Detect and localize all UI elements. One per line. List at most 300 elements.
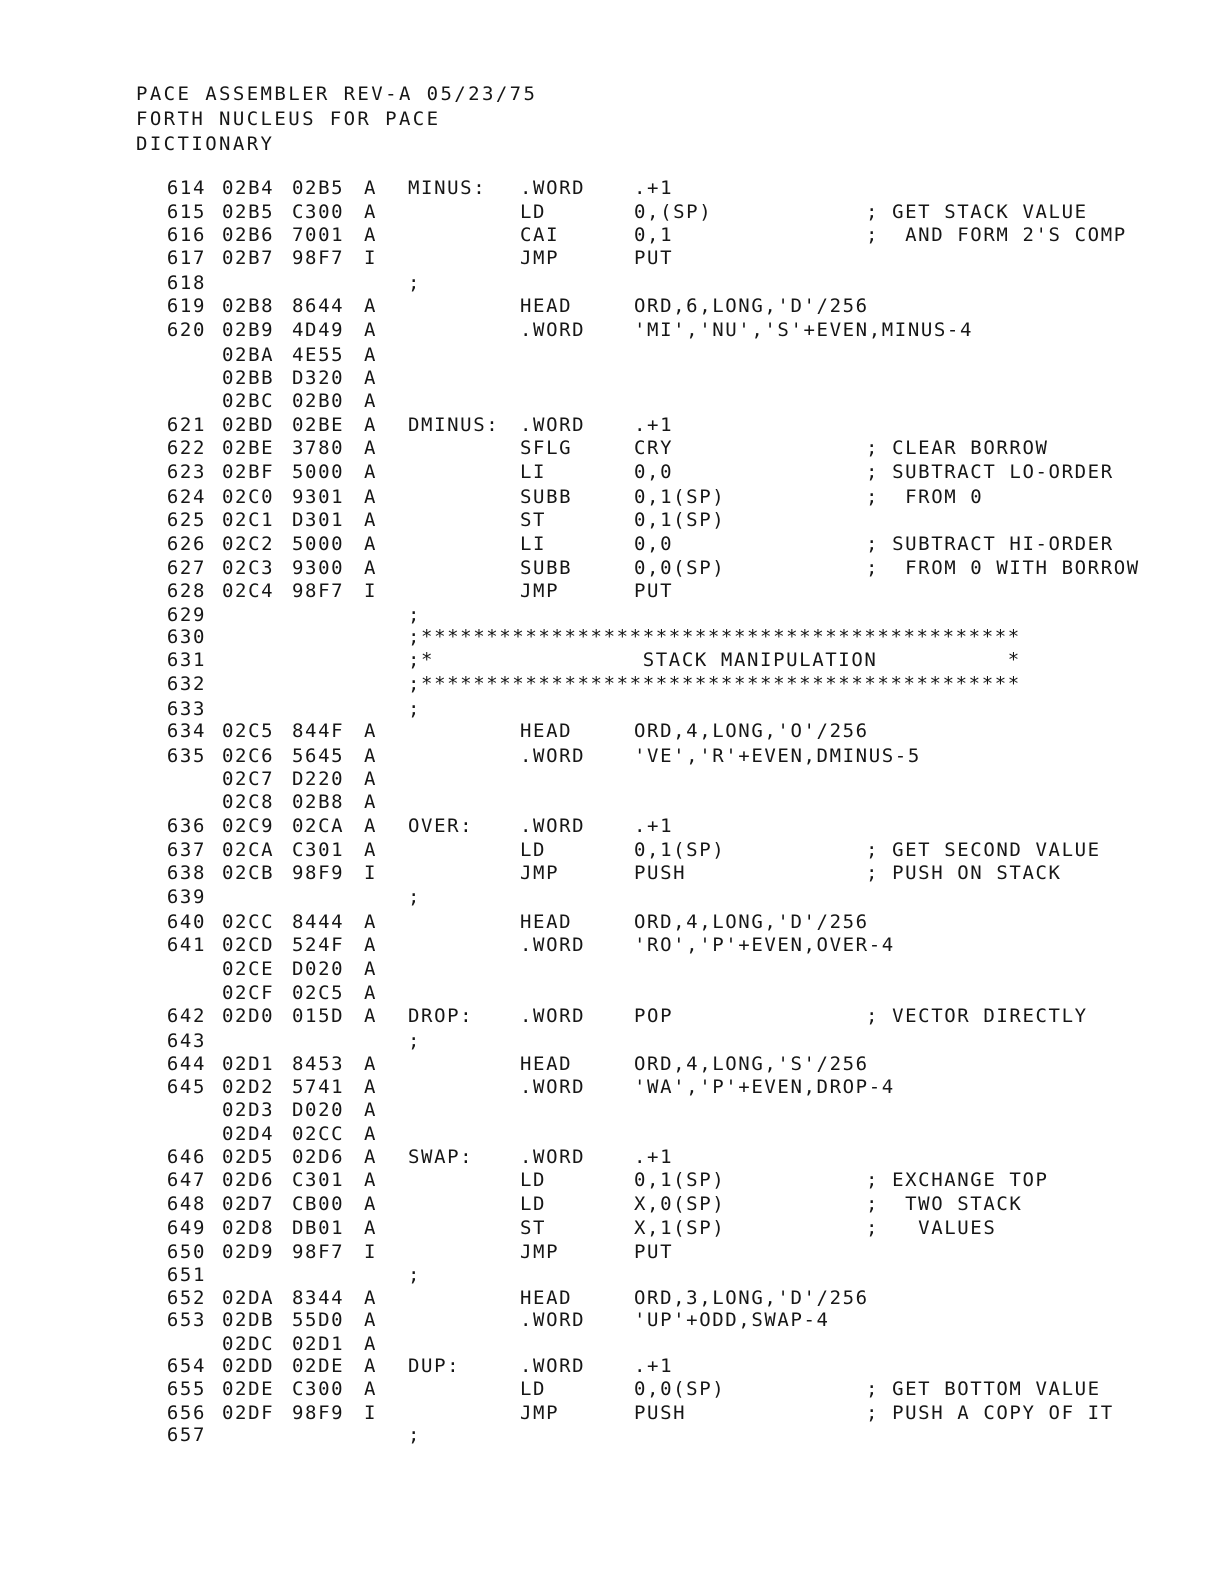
listing-row: [0, 389, 1224, 413]
listing-row: [0, 838, 1224, 862]
row-flag: A: [364, 1146, 378, 1168]
row-operand: 0,0(SP): [634, 1378, 726, 1400]
row-flag: A: [364, 1123, 378, 1145]
row-addr: 02DB: [222, 1309, 275, 1331]
row-flag: A: [364, 437, 378, 459]
row-flag: I: [364, 247, 378, 269]
row-line: 627: [166, 557, 206, 579]
row-flag: A: [364, 414, 378, 436]
row-addr: 02BC: [222, 390, 275, 412]
row-flag: A: [364, 509, 378, 531]
row-code: 5645: [292, 745, 345, 767]
row-operand: 0,1(SP): [634, 486, 726, 508]
row-line: 650: [166, 1241, 206, 1263]
listing-row: [0, 436, 1224, 460]
row-code: D020: [292, 1099, 345, 1121]
row-operand: 0,0: [634, 461, 674, 483]
listing-row: [0, 1423, 1224, 1447]
row-addr: 02D8: [222, 1217, 275, 1239]
row-operand: .+1: [634, 1355, 674, 1377]
row-code: 844F: [292, 720, 345, 742]
row-flag: A: [364, 720, 378, 742]
row-op: ST: [520, 1217, 547, 1239]
row-operand: X,1(SP): [634, 1217, 726, 1239]
row-line: 620: [166, 319, 206, 341]
row-flag: A: [364, 815, 378, 837]
row-operand: POP: [634, 1005, 674, 1027]
listing-row: [0, 271, 1224, 295]
listing-row: [0, 981, 1224, 1005]
row-flag: A: [364, 982, 378, 1004]
listing-row: [0, 1354, 1224, 1378]
row-code: 02D6: [292, 1146, 345, 1168]
row-code: 02CA: [292, 815, 345, 837]
row-addr: 02C2: [222, 533, 275, 555]
row-code: 02D1: [292, 1333, 345, 1355]
row-flag: A: [364, 367, 378, 389]
row-addr: 02BD: [222, 414, 275, 436]
row-code: 02B8: [292, 791, 345, 813]
program-title: FORTH NUCLEUS FOR PACE: [136, 108, 441, 130]
listing-row: [0, 579, 1224, 603]
row-flag: A: [364, 1169, 378, 1191]
row-flag: A: [364, 1378, 378, 1400]
listing-row: [0, 246, 1224, 270]
row-comment: ; VALUES: [866, 1217, 997, 1239]
row-op: .WORD: [520, 1005, 586, 1027]
listing-row: [0, 294, 1224, 318]
row-flag: A: [364, 1076, 378, 1098]
listing-row: [0, 1332, 1224, 1356]
row-operand: PUSH: [634, 1402, 687, 1424]
row-comment: ; TWO STACK: [866, 1193, 1023, 1215]
row-line: 633: [166, 698, 206, 720]
row-operand: ORD,4,LONG,'D'/256: [634, 911, 869, 933]
listing-row: [0, 767, 1224, 791]
row-operand: 0,0: [634, 533, 674, 555]
listing-row: [0, 1098, 1224, 1122]
row-code: 02B5: [292, 177, 345, 199]
row-line: 643: [166, 1030, 206, 1052]
row-flag: A: [364, 201, 378, 223]
row-addr: 02DE: [222, 1378, 275, 1400]
row-op: .WORD: [520, 414, 586, 436]
row-flag: A: [364, 177, 378, 199]
row-flag: A: [364, 533, 378, 555]
row-addr: 02D9: [222, 1241, 275, 1263]
row-addr: 02D1: [222, 1053, 275, 1075]
row-line: 623: [166, 461, 206, 483]
row-code: 02DE: [292, 1355, 345, 1377]
row-op: SFLG: [520, 437, 573, 459]
row-comment: ; SUBTRACT HI-ORDER: [866, 533, 1114, 555]
row-line: 652: [166, 1287, 206, 1309]
row-addr: 02D3: [222, 1099, 275, 1121]
row-addr: 02B9: [222, 319, 275, 341]
row-label: ;: [408, 604, 422, 626]
row-line: 638: [166, 862, 206, 884]
row-operand: 'UP'+ODD,SWAP-4: [634, 1309, 830, 1331]
row-flag: A: [364, 1309, 378, 1331]
row-addr: 02C6: [222, 745, 275, 767]
row-addr: 02CD: [222, 934, 275, 956]
listing-row: [0, 697, 1224, 721]
row-op: JMP: [520, 247, 560, 269]
row-line: 619: [166, 295, 206, 317]
row-addr: 02D7: [222, 1193, 275, 1215]
listing-row: [0, 1168, 1224, 1192]
row-flag: A: [364, 1005, 378, 1027]
row-line: 637: [166, 839, 206, 861]
row-addr: 02B7: [222, 247, 275, 269]
row-op: LD: [520, 1193, 547, 1215]
listing-row: [0, 460, 1224, 484]
row-op: HEAD: [520, 720, 573, 742]
listing-row: [0, 1308, 1224, 1332]
row-code: 5000: [292, 461, 345, 483]
row-code: C300: [292, 201, 345, 223]
row-operand: ORD,4,LONG,'S'/256: [634, 1053, 869, 1075]
listing-row: [0, 885, 1224, 909]
row-comment: ; FROM 0 WITH BORROW: [866, 557, 1140, 579]
row-op: HEAD: [520, 295, 573, 317]
row-flag: A: [364, 224, 378, 246]
row-label: ;**********************************************: [408, 673, 1021, 695]
row-operand: ORD,3,LONG,'D'/256: [634, 1287, 869, 1309]
row-operand: 0,(SP): [634, 201, 713, 223]
row-code: 015D: [292, 1005, 345, 1027]
row-addr: 02CB: [222, 862, 275, 884]
row-addr: 02C5: [222, 720, 275, 742]
listing-row: [0, 814, 1224, 838]
section-title: DICTIONARY: [136, 133, 275, 155]
row-addr: 02CF: [222, 982, 275, 1004]
row-operand: .+1: [634, 815, 674, 837]
row-operand: CRY: [634, 437, 674, 459]
listing-row: [0, 1029, 1224, 1053]
row-addr: 02BA: [222, 344, 275, 366]
row-line: 624: [166, 486, 206, 508]
row-op: LI: [520, 461, 547, 483]
row-addr: 02D0: [222, 1005, 275, 1027]
row-code: 524F: [292, 934, 345, 956]
row-code: 02C5: [292, 982, 345, 1004]
row-op: LD: [520, 1378, 547, 1400]
row-addr: 02DA: [222, 1287, 275, 1309]
row-operand: PUSH: [634, 862, 687, 884]
row-addr: 02BF: [222, 461, 275, 483]
listing-row: [0, 1192, 1224, 1216]
row-line: 622: [166, 437, 206, 459]
row-comment: ; FROM 0: [866, 486, 984, 508]
row-flag: A: [364, 1099, 378, 1121]
row-line: 635: [166, 745, 206, 767]
row-op: SUBB: [520, 486, 573, 508]
row-line: 629: [166, 604, 206, 626]
row-line: 641: [166, 934, 206, 956]
row-label: ;: [408, 1424, 422, 1446]
listing-row: [0, 957, 1224, 981]
row-flag: A: [364, 319, 378, 341]
row-line: 614: [166, 177, 206, 199]
listing-row: [0, 532, 1224, 556]
row-comment: ; PUSH A COPY OF IT: [866, 1402, 1114, 1424]
row-line: 639: [166, 886, 206, 908]
row-op: LD: [520, 201, 547, 223]
listing-row: [0, 223, 1224, 247]
row-flag: A: [364, 745, 378, 767]
listing-row: [0, 790, 1224, 814]
row-label: ;: [408, 1030, 422, 1052]
row-line: 657: [166, 1424, 206, 1446]
row-code: 3780: [292, 437, 345, 459]
row-flag: A: [364, 486, 378, 508]
row-op: .WORD: [520, 745, 586, 767]
row-line: 615: [166, 201, 206, 223]
row-addr: 02DF: [222, 1402, 275, 1424]
listing-row: [0, 1286, 1224, 1310]
row-code: 98F7: [292, 580, 345, 602]
row-line: 655: [166, 1378, 206, 1400]
row-line: 640: [166, 911, 206, 933]
listing-row: [0, 603, 1224, 627]
row-flag: I: [364, 1402, 378, 1424]
row-op: .WORD: [520, 1309, 586, 1331]
row-line: 634: [166, 720, 206, 742]
listing-row: [0, 1377, 1224, 1401]
row-operand: ORD,4,LONG,'O'/256: [634, 720, 869, 742]
row-addr: 02C9: [222, 815, 275, 837]
row-line: 642: [166, 1005, 206, 1027]
row-label: ;: [408, 272, 422, 294]
row-operand: 'WA','P'+EVEN,DROP-4: [634, 1076, 895, 1098]
row-line: 626: [166, 533, 206, 555]
row-addr: 02C0: [222, 486, 275, 508]
listing-row: [0, 1145, 1224, 1169]
row-operand: PUT: [634, 247, 674, 269]
row-code: 8453: [292, 1053, 345, 1075]
row-label: ;: [408, 886, 422, 908]
row-addr: 02B6: [222, 224, 275, 246]
row-label: ;**********************************************: [408, 626, 1021, 648]
row-code: 02BE: [292, 414, 345, 436]
listing-row: [0, 343, 1224, 367]
listing-row: [0, 1075, 1224, 1099]
row-operand: .+1: [634, 1146, 674, 1168]
row-addr: 02BB: [222, 367, 275, 389]
row-line: 651: [166, 1264, 206, 1286]
row-flag: A: [364, 557, 378, 579]
row-addr: 02D4: [222, 1123, 275, 1145]
row-addr: 02D6: [222, 1169, 275, 1191]
row-code: 98F7: [292, 1241, 345, 1263]
listing-row: [0, 176, 1224, 200]
row-operand: 0,1: [634, 224, 674, 246]
row-op: LD: [520, 839, 547, 861]
row-op: LI: [520, 533, 547, 555]
row-code: 5741: [292, 1076, 345, 1098]
row-addr: 02B8: [222, 295, 275, 317]
row-operand: 0,0(SP): [634, 557, 726, 579]
row-line: 649: [166, 1217, 206, 1239]
row-flag: I: [364, 1241, 378, 1263]
row-op: CAI: [520, 224, 560, 246]
row-flag: A: [364, 1193, 378, 1215]
listing-row: [0, 1240, 1224, 1264]
row-flag: A: [364, 911, 378, 933]
listing-row: [0, 1216, 1224, 1240]
row-addr: 02C8: [222, 791, 275, 813]
row-line: 648: [166, 1193, 206, 1215]
row-flag: A: [364, 791, 378, 813]
row-line: 653: [166, 1309, 206, 1331]
row-code: 9300: [292, 557, 345, 579]
row-op: LD: [520, 1169, 547, 1191]
listing-row: [0, 508, 1224, 532]
listing-row: [0, 861, 1224, 885]
row-operand: 0,1(SP): [634, 509, 726, 531]
row-flag: A: [364, 839, 378, 861]
row-comment: ; GET SECOND VALUE: [866, 839, 1101, 861]
row-line: 646: [166, 1146, 206, 1168]
row-op: JMP: [520, 1241, 560, 1263]
row-code: 4D49: [292, 319, 345, 341]
row-code: D320: [292, 367, 345, 389]
row-operand: 'MI','NU','S'+EVEN,MINUS-4: [634, 319, 974, 341]
listing-row: [0, 1004, 1224, 1028]
listing-row: [0, 485, 1224, 509]
row-operand: .+1: [634, 414, 674, 436]
row-addr: 02C4: [222, 580, 275, 602]
row-op: .WORD: [520, 177, 586, 199]
row-line: 645: [166, 1076, 206, 1098]
row-op: .WORD: [520, 1076, 586, 1098]
row-line: 616: [166, 224, 206, 246]
row-line: 625: [166, 509, 206, 531]
row-addr: 02CE: [222, 958, 275, 980]
row-comment: ; CLEAR BORROW: [866, 437, 1049, 459]
listing-row: [0, 744, 1224, 768]
row-addr: 02B5: [222, 201, 275, 223]
row-operand: ORD,6,LONG,'D'/256: [634, 295, 869, 317]
row-line: 631: [166, 649, 206, 671]
row-flag: A: [364, 390, 378, 412]
row-flag: A: [364, 461, 378, 483]
row-addr: 02BE: [222, 437, 275, 459]
row-code: CB00: [292, 1193, 345, 1215]
row-label: ;* STACK MANIPULATION *: [408, 649, 1021, 671]
listing-row: [0, 625, 1224, 649]
row-flag: I: [364, 862, 378, 884]
row-flag: I: [364, 580, 378, 602]
row-op: HEAD: [520, 1053, 573, 1075]
row-op: .WORD: [520, 934, 586, 956]
listing-row: [0, 200, 1224, 224]
row-op: JMP: [520, 580, 560, 602]
row-code: 8344: [292, 1287, 345, 1309]
row-flag: A: [364, 958, 378, 980]
row-operand: PUT: [634, 1241, 674, 1263]
row-addr: 02C3: [222, 557, 275, 579]
row-operand: X,0(SP): [634, 1193, 726, 1215]
listing-row: [0, 672, 1224, 696]
row-addr: 02DC: [222, 1333, 275, 1355]
row-op: .WORD: [520, 815, 586, 837]
row-comment: ; AND FORM 2'S COMP: [866, 224, 1127, 246]
row-code: D220: [292, 768, 345, 790]
row-addr: 02B4: [222, 177, 275, 199]
listing-row: [0, 648, 1224, 672]
row-op: .WORD: [520, 1146, 586, 1168]
row-op: JMP: [520, 1402, 560, 1424]
row-op: .WORD: [520, 319, 586, 341]
row-code: D020: [292, 958, 345, 980]
row-line: 647: [166, 1169, 206, 1191]
row-line: 636: [166, 815, 206, 837]
row-label: DROP:: [408, 1005, 474, 1027]
row-addr: 02C7: [222, 768, 275, 790]
row-flag: A: [364, 295, 378, 317]
row-code: 02B0: [292, 390, 345, 412]
row-flag: A: [364, 1053, 378, 1075]
listing-row: [0, 933, 1224, 957]
row-operand: 0,1(SP): [634, 839, 726, 861]
row-comment: ; VECTOR DIRECTLY: [866, 1005, 1088, 1027]
row-code: D301: [292, 509, 345, 531]
row-code: 8644: [292, 295, 345, 317]
row-op: ST: [520, 509, 547, 531]
row-code: 98F9: [292, 1402, 345, 1424]
row-code: 98F7: [292, 247, 345, 269]
row-label: MINUS:: [408, 177, 487, 199]
row-comment: ; PUSH ON STACK: [866, 862, 1062, 884]
row-label: DMINUS:: [408, 414, 500, 436]
row-operand: .+1: [634, 177, 674, 199]
row-label: DUP:: [408, 1355, 461, 1377]
listing-row: [0, 1401, 1224, 1425]
row-code: 5000: [292, 533, 345, 555]
row-addr: 02C1: [222, 509, 275, 531]
row-code: 55D0: [292, 1309, 345, 1331]
row-code: 02CC: [292, 1123, 345, 1145]
listing-row: [0, 366, 1224, 390]
row-line: 621: [166, 414, 206, 436]
row-line: 617: [166, 247, 206, 269]
row-comment: ; GET STACK VALUE: [866, 201, 1088, 223]
row-flag: A: [364, 1333, 378, 1355]
row-label: OVER:: [408, 815, 474, 837]
row-operand: 'RO','P'+EVEN,OVER-4: [634, 934, 895, 956]
row-addr: 02CC: [222, 911, 275, 933]
row-label: ;: [408, 1264, 422, 1286]
listing-row: [0, 1263, 1224, 1287]
row-flag: A: [364, 344, 378, 366]
row-line: 630: [166, 626, 206, 648]
row-line: 656: [166, 1402, 206, 1424]
row-comment: ; EXCHANGE TOP: [866, 1169, 1049, 1191]
listing-row: [0, 318, 1224, 342]
row-flag: A: [364, 934, 378, 956]
row-addr: 02D2: [222, 1076, 275, 1098]
listing-row: [0, 719, 1224, 743]
row-op: .WORD: [520, 1355, 586, 1377]
row-line: 618: [166, 272, 206, 294]
row-op: JMP: [520, 862, 560, 884]
row-code: DB01: [292, 1217, 345, 1239]
listing-row: [0, 1052, 1224, 1076]
row-flag: A: [364, 1287, 378, 1309]
row-line: 632: [166, 673, 206, 695]
